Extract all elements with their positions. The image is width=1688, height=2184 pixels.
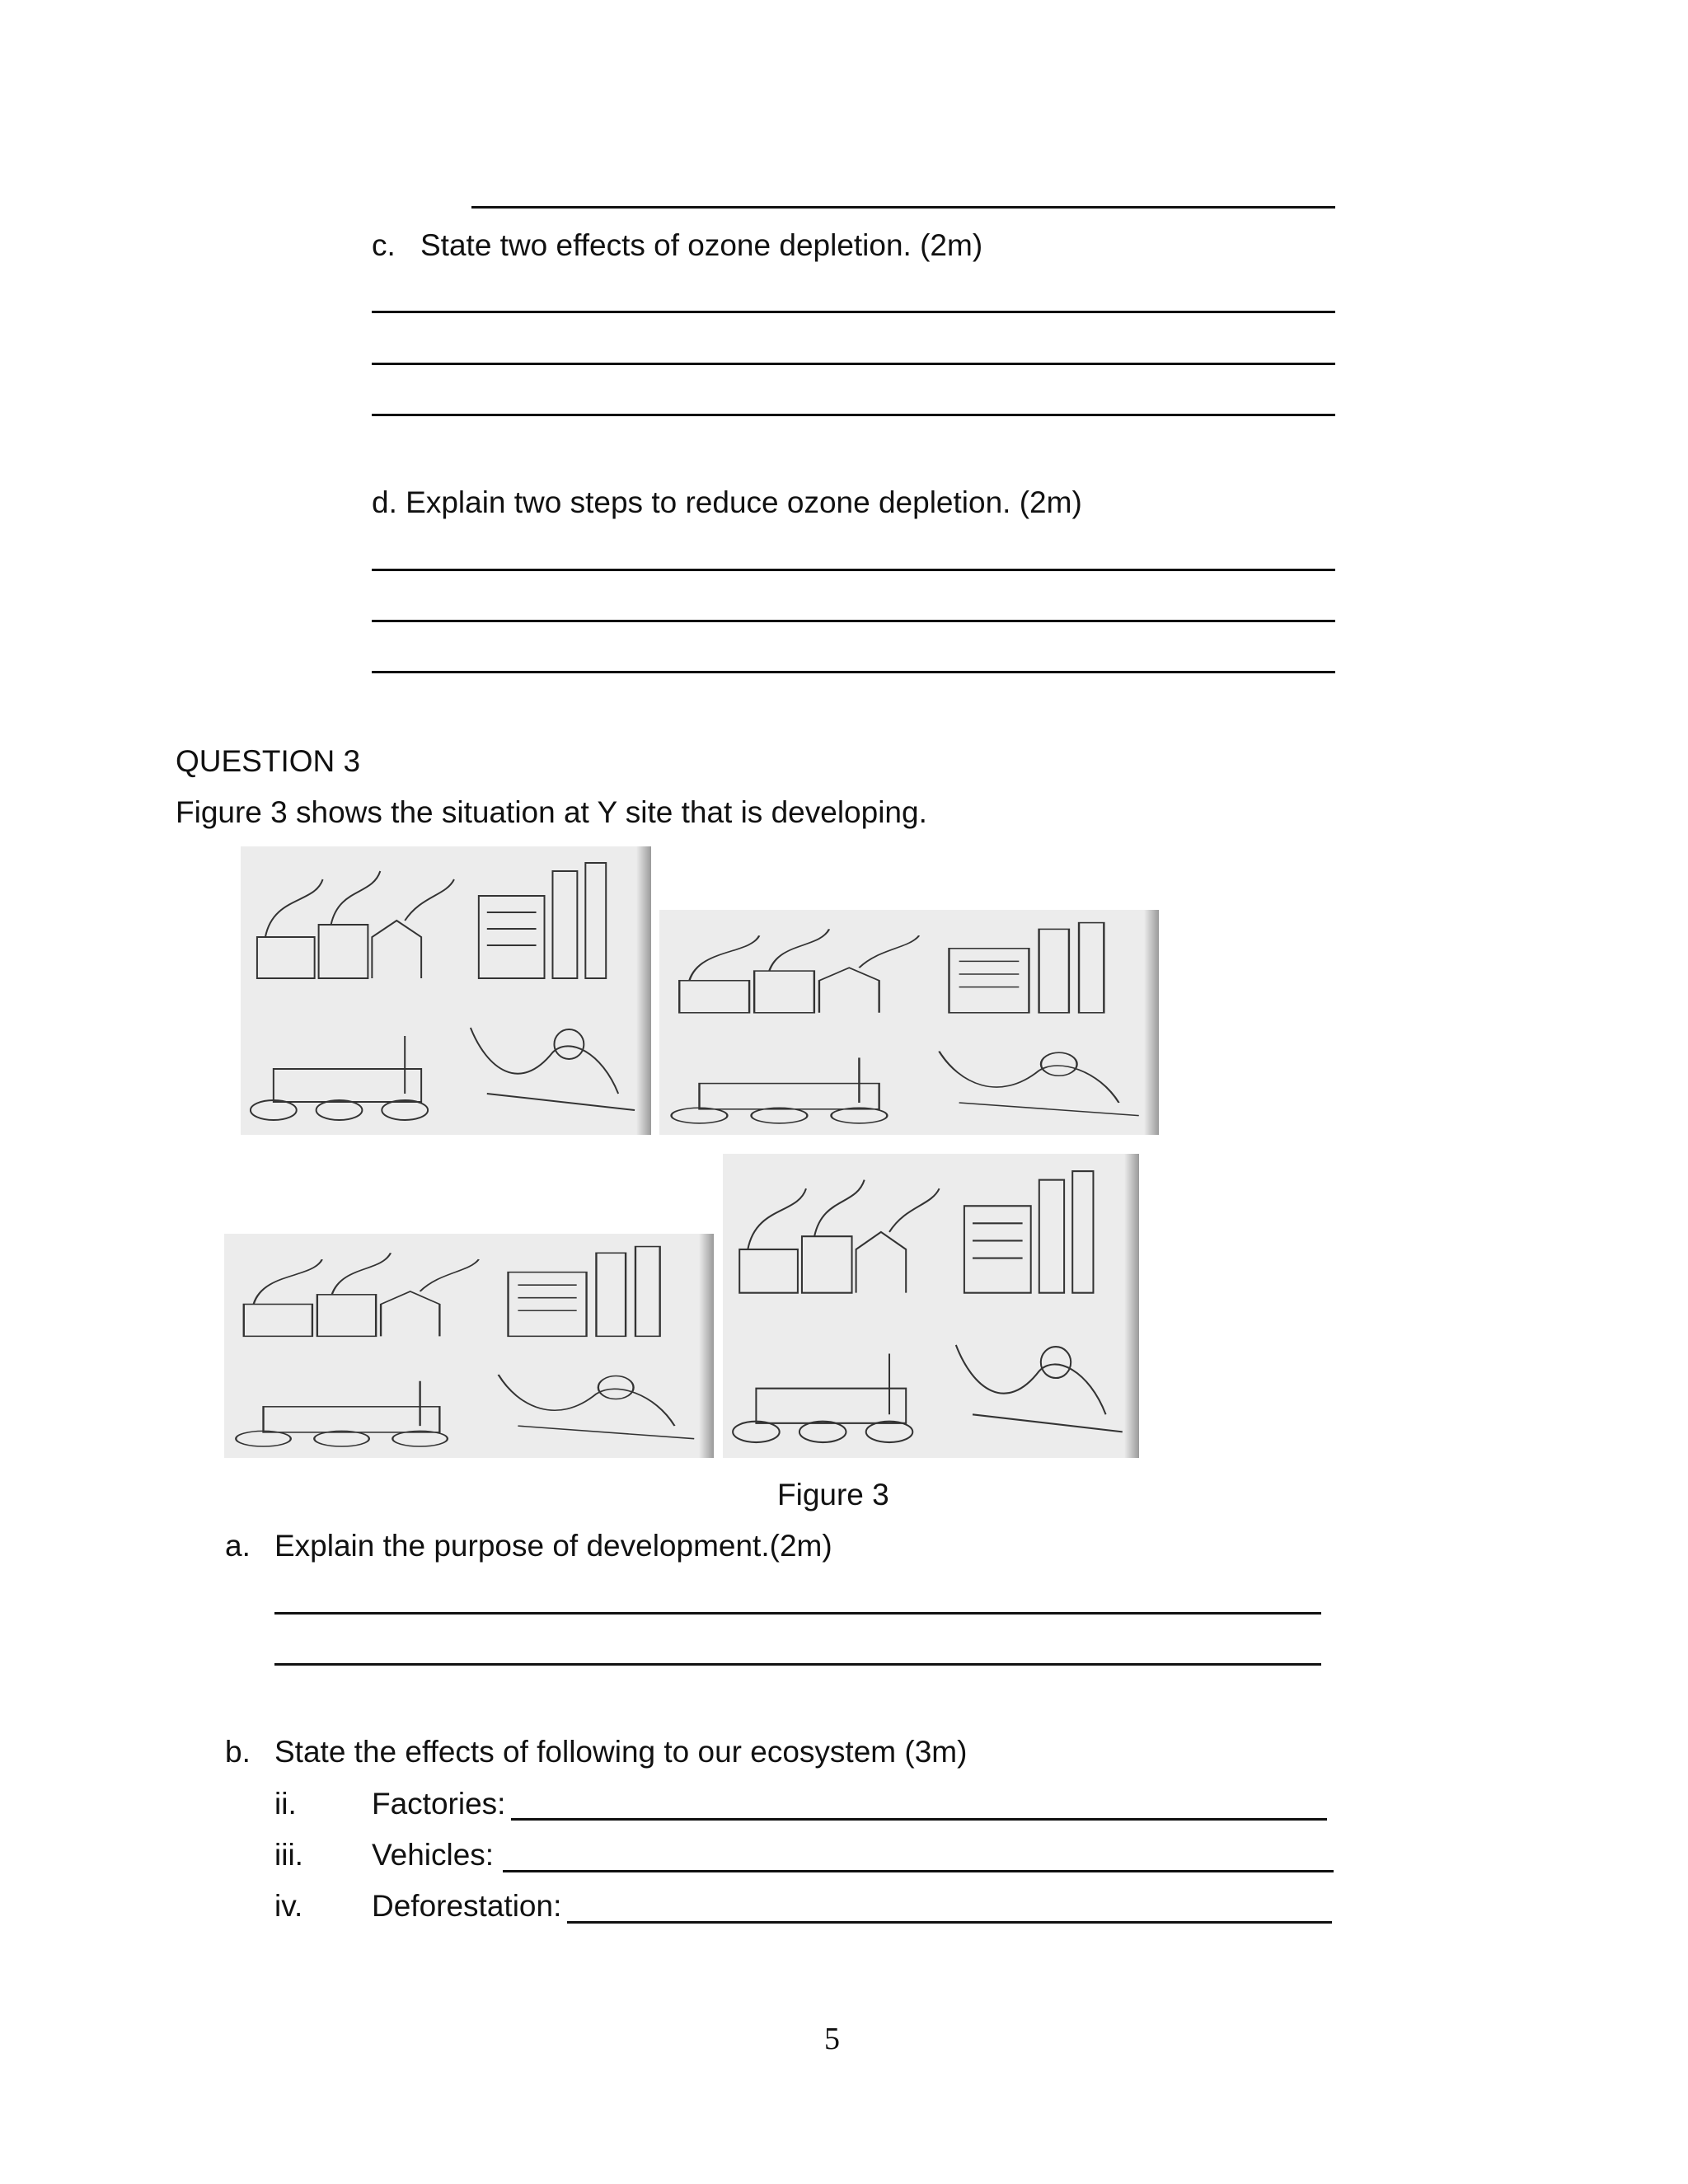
figure-panel-4: [723, 1154, 1139, 1458]
collage-illustration: [659, 910, 1159, 1135]
answer-line: [503, 1870, 1334, 1872]
answer-line: [274, 1612, 1321, 1615]
answer-line: [274, 1663, 1321, 1666]
answer-line: [372, 311, 1335, 313]
figure-panel-3: [224, 1234, 714, 1458]
answer-line: [567, 1921, 1332, 1924]
question-3b-text: State the effects of following to our ecosystem (3m): [274, 1735, 968, 1769]
question-3-heading: QUESTION 3: [176, 744, 361, 778]
answer-line: [372, 414, 1335, 416]
question-c-text: State two effects of ozone depletion. (2m): [420, 228, 983, 262]
collage-illustration: [723, 1154, 1139, 1458]
item-numeral: iv.: [274, 1889, 303, 1923]
question-3b-label: b.: [225, 1735, 251, 1769]
answer-line: [372, 671, 1335, 673]
figure-caption: Figure 3: [777, 1478, 889, 1511]
question-3a-label: a.: [225, 1529, 251, 1563]
item-vehicles-label: Vehicles:: [372, 1838, 495, 1872]
item-numeral: iii.: [274, 1838, 303, 1872]
collage-illustration: [241, 846, 651, 1135]
answer-line: [372, 363, 1335, 365]
answer-line: [372, 620, 1335, 622]
question-3-intro: Figure 3 shows the situation at Y site that is developing.: [176, 795, 927, 829]
collage-illustration: [224, 1234, 714, 1458]
question-d-text: d. Explain two steps to reduce ozone depletion. (2m): [372, 485, 1082, 519]
page-number: 5: [824, 2022, 840, 2056]
answer-line: [511, 1818, 1327, 1821]
figure-panel-2: [659, 910, 1159, 1135]
question-c-label: c.: [372, 228, 396, 262]
item-numeral: ii.: [274, 1787, 297, 1821]
figure-panel-1: [241, 846, 651, 1135]
answer-line: [372, 569, 1335, 571]
item-deforestation-label: Deforestation:: [372, 1889, 562, 1923]
item-factories-label: Factories:: [372, 1787, 506, 1821]
question-3a-text: Explain the purpose of development.(2m): [274, 1529, 832, 1563]
answer-line: [471, 206, 1335, 209]
